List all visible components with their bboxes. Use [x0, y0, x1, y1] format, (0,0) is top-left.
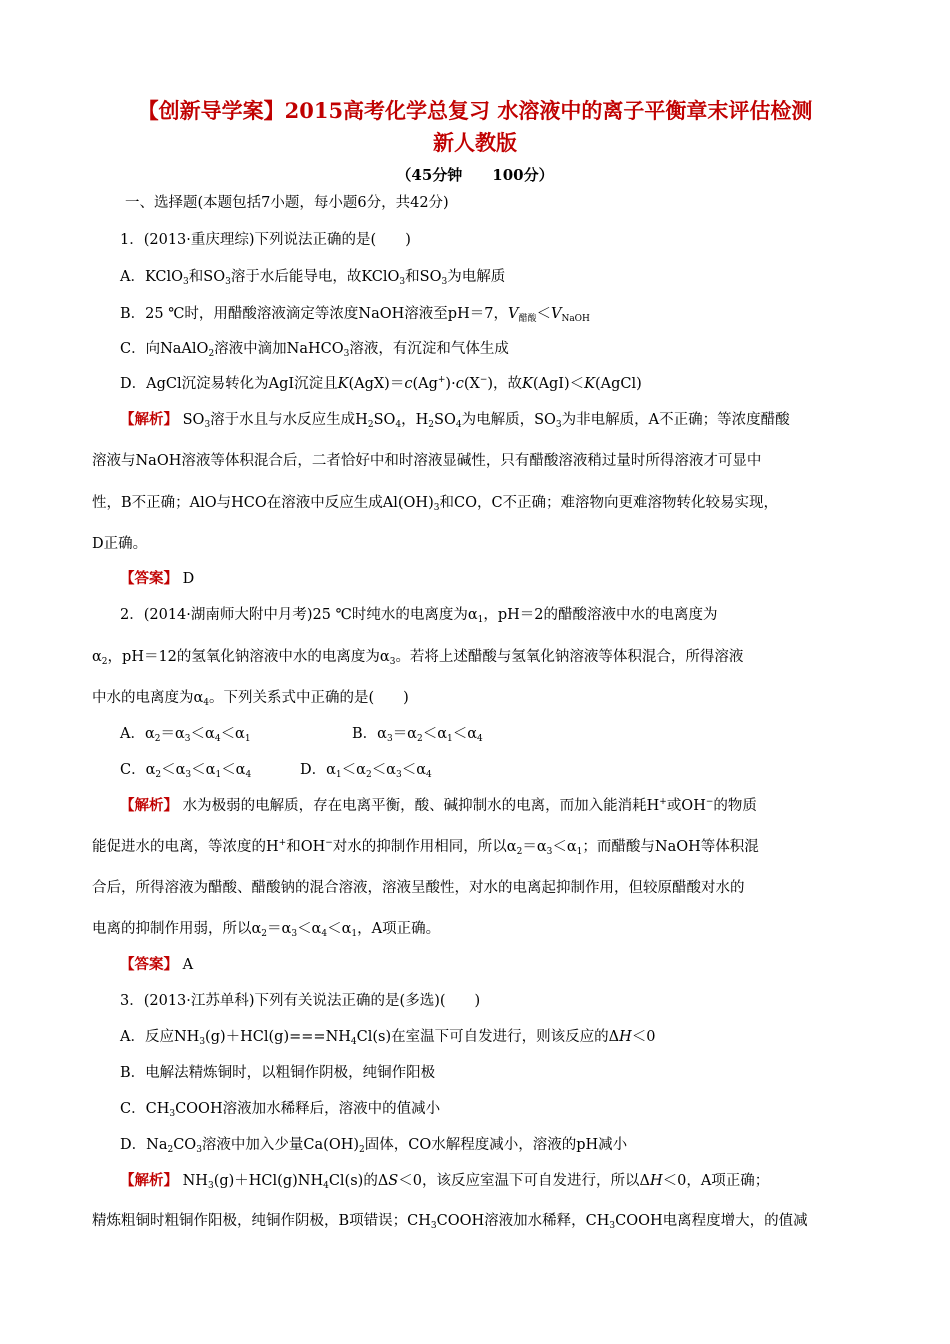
q2-analysis-line-2: 能促进水的电离，等浓度的H+和OH−对水的抑制作用相同，所以$\alpha_2=\alpha_3<\alpha_1$；而醋酸与NaOH等体积混 — [92, 838, 759, 857]
q3-option-a: A．反应$NH_3(g)+HCl(g)===NH_4Cl(s)$在室温下可自发进行，则该反应的ΔH＜0 — [120, 1029, 656, 1047]
q2-analysis-line-4: 电离的抑制作用弱，所以$\alpha_2=\alpha_3<\alpha_4<\alpha_1$，A项正确。 — [92, 921, 441, 939]
q2-analysis-line-3: 合后，所得溶液为醋酸、醋酸钠的混合溶液，溶液呈酸性，对水的电离起抑制作用，但较原醋酸对水的 — [92, 880, 745, 896]
q1-stem: 1．(2013·重庆理综)下列说法正确的是( ) — [120, 232, 411, 248]
document-title: 【创新导学案】2015高考化学总复习 水溶液中的离子平衡章末评估检测 — [137, 98, 813, 123]
document-subtitle: 新人教版 — [433, 130, 517, 155]
answer-tag: 【答案】 — [120, 570, 178, 587]
q1-option-d: D．AgCl沉淀易转化为AgI沉淀且K(AgX)＝c(Ag+)·c(X−)，故K(AgI)＜K(AgCl) — [120, 375, 642, 392]
q2-answer: 【答案】 A — [120, 956, 194, 973]
q1-analysis-line-4: D正确。 — [92, 536, 148, 552]
section-heading: 一、选择题(本题包括7小题，每小题6分，共42分) — [125, 195, 449, 211]
q1-analysis-line-1: 【解析】 $SO_3$溶于水且与水反应生成$H_2SO_4$，$H_2SO_4$为电解质，$SO_3$为非电解质，A不正确；等浓度醋酸 — [120, 411, 790, 430]
q2-stem-line-3: 中水的电离度为$\alpha_4$。下列关系式中正确的是( ) — [92, 690, 409, 708]
q1-option-b: B．25 ℃时，用醋酸溶液滴定等浓度NaOH溶液至pH＝7，$V_{醋酸}<V_{NaOH}$ — [120, 306, 590, 324]
q2-option-d: D．$\alpha_1<\alpha_2<\alpha_3<\alpha_4$ — [300, 762, 432, 780]
q3-option-d: D．$Na_2CO_3$溶液中加入少量$Ca(OH)_2$固体，CO水解程度减小，溶液的pH减小 — [120, 1137, 628, 1155]
time-score-info: （45分钟 100分） — [396, 166, 554, 184]
analysis-tag: 【解析】 — [120, 1172, 178, 1189]
q3-option-b: B．电解法精炼铜时，以粗铜作阴极，纯铜作阳极 — [120, 1065, 436, 1081]
q1-answer: 【答案】 D — [120, 570, 195, 587]
answer-tag: 【答案】 — [120, 956, 178, 973]
q3-stem: 3．(2013·江苏单科)下列有关说法正确的是(多选)( ) — [120, 993, 481, 1009]
q2-option-a: A．$\alpha_2=\alpha_3<\alpha_4<\alpha_1$ — [120, 726, 251, 744]
q3-analysis-line-2: 精炼粗铜时粗铜作阳极，纯铜作阴极，B项错误；$CH_3COOH$溶液加水稀释，$CH_3COOH$电离程度增大，的值减 — [92, 1213, 808, 1231]
q2-stem-line-2: $\alpha_2$，pH＝12的氢氧化钠溶液中水的电离度为$\alpha_3$。若将上述醋酸与氢氧化钠溶液等体积混合，所得溶液 — [92, 649, 744, 667]
q1-analysis-line-3: 性，B不正确；AlO与HCO在溶液中反应生成$Al(OH)_3$和CO，C不正确；难溶物向更难溶物转化较易实现， — [92, 495, 779, 513]
analysis-tag: 【解析】 — [120, 411, 178, 428]
q3-option-c: C．$CH_3COOH$溶液加水稀释后，溶液中的值减小 — [120, 1101, 441, 1119]
q2-stem-line-1: 2．(2014·湖南师大附中月考)25 ℃时纯水的电离度为$\alpha_1$，pH＝2的醋酸溶液中水的电离度为 — [120, 607, 718, 625]
analysis-tag: 【解析】 — [120, 797, 178, 814]
q2-analysis-line-1: 【解析】 水为极弱的电解质，存在电离平衡，酸、碱抑制水的电离，而加入能消耗H+或OH−的物质 — [120, 797, 757, 814]
q2-option-c: C．$\alpha_2<\alpha_3<\alpha_1<\alpha_4$ — [120, 762, 252, 780]
q3-analysis-line-1: 【解析】 $NH_3(g)+HCl(g)NH_4Cl(s)$的ΔS＜0，该反应室温下可自发进行，所以ΔH＜0，A项正确； — [120, 1172, 770, 1191]
q2-option-b: B．$\alpha_3=\alpha_2<\alpha_1<\alpha_4$ — [352, 726, 483, 744]
q1-analysis-line-2: 溶液与NaOH溶液等体积混合后，二者恰好中和时溶液显碱性，只有醋酸溶液稍过量时所得溶液才可显中 — [92, 453, 762, 469]
q1-option-c: C．向NaAlO$_2$溶液中滴加NaHCO$_3$溶液，有沉淀和气体生成 — [120, 341, 509, 359]
q1-option-a: A．KClO$_3$和$SO_3$溶于水后能导电，故KClO$_3$和$SO_3$为电解质 — [120, 269, 506, 287]
